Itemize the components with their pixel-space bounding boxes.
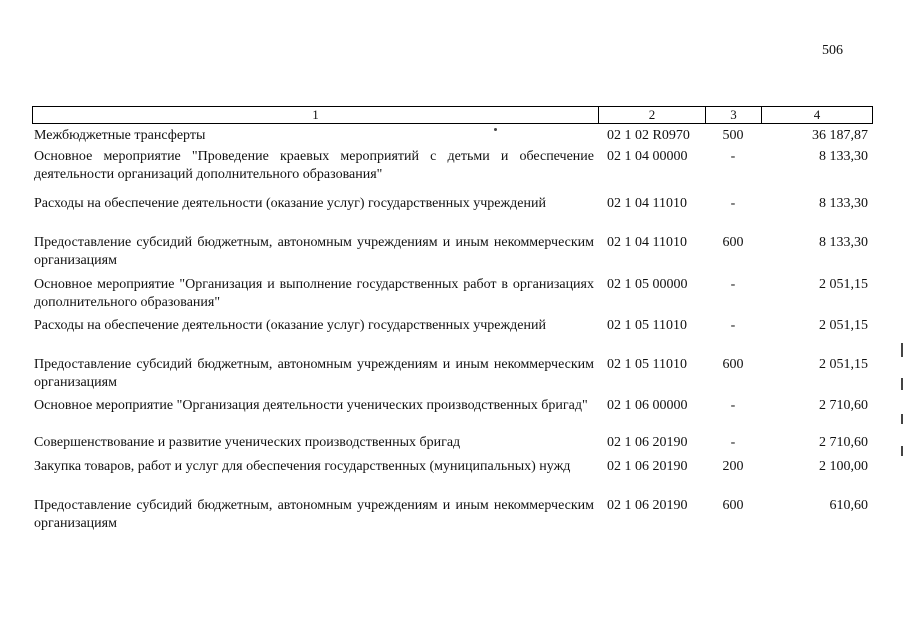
- row-amount: 2 710,60: [819, 435, 868, 450]
- row-code: 02 1 02 R0970: [607, 128, 690, 143]
- row-code: 02 1 05 00000: [607, 277, 688, 292]
- row-amount: 2 710,60: [819, 398, 868, 413]
- header-col-4: 4: [761, 106, 873, 124]
- row-vr: 500: [722, 128, 744, 143]
- row-code: 02 1 06 00000: [607, 398, 688, 413]
- row-vr: 600: [722, 357, 744, 372]
- header-col-1: 1: [32, 106, 599, 124]
- header-col-3: 3: [705, 106, 762, 124]
- row-name: Расходы на обеспечение деятельности (оказание услуг) государственных учреждений: [34, 196, 546, 211]
- row-amount: 2 051,15: [819, 357, 868, 372]
- row-code: 02 1 05 11010: [607, 357, 687, 372]
- row-name: Закупка товаров, работ и услуг для обеспечения государственных (муниципальных) нужд: [34, 459, 571, 474]
- row-amount: 8 133,30: [819, 235, 868, 250]
- row-code: 02 1 04 11010: [607, 196, 687, 211]
- scan-edge-mark: [901, 446, 903, 456]
- row-name: Предоставление субсидий бюджетным, автономным учреждениям и иным некоммерческим организациям: [34, 357, 594, 390]
- scan-edge-mark: [901, 414, 903, 424]
- row-code: 02 1 06 20190: [607, 435, 688, 450]
- row-code: 02 1 04 00000: [607, 149, 688, 164]
- row-vr: 600: [722, 235, 744, 250]
- row-name: Основное мероприятие "Организация деятельности ученических производственных бригад": [34, 398, 588, 413]
- row-name: Основное мероприятие "Проведение краевых мероприятий с детьми и обеспечение деятельности организаций дополнительного образования": [34, 149, 594, 182]
- page-number: 506: [822, 43, 843, 58]
- row-name: Расходы на обеспечение деятельности (оказание услуг) государственных учреждений: [34, 318, 546, 333]
- row-amount: 2 051,15: [819, 318, 868, 333]
- row-name: Предоставление субсидий бюджетным, автономным учреждениям и иным некоммерческим организациям: [34, 235, 594, 268]
- row-amount: 8 133,30: [819, 196, 868, 211]
- row-name: Основное мероприятие "Организация и выполнение государственных работ в организациях дополнительного образования": [34, 277, 594, 310]
- scan-edge-mark: [901, 378, 903, 390]
- row-vr: -: [730, 318, 736, 333]
- row-code: 02 1 06 20190: [607, 498, 688, 513]
- row-vr: -: [730, 277, 736, 292]
- row-vr: -: [730, 149, 736, 164]
- row-amount: 2 051,15: [819, 277, 868, 292]
- row-vr: -: [730, 196, 736, 211]
- row-vr: -: [730, 398, 736, 413]
- row-amount: 8 133,30: [819, 149, 868, 164]
- row-name: Предоставление субсидий бюджетным, автономным учреждениям и иным некоммерческим организациям: [34, 498, 594, 531]
- scan-edge-mark: [901, 343, 903, 357]
- row-vr: -: [730, 435, 736, 450]
- row-amount: 2 100,00: [819, 459, 868, 474]
- row-code: 02 1 05 11010: [607, 318, 687, 333]
- row-vr: 600: [722, 498, 744, 513]
- row-vr: 200: [722, 459, 744, 474]
- row-name: Межбюджетные трансферты: [34, 128, 206, 143]
- row-amount: 36 187,87: [812, 128, 868, 143]
- row-amount: 610,60: [829, 498, 868, 513]
- row-code: 02 1 04 11010: [607, 235, 687, 250]
- row-name: Совершенствование и развитие ученических производственных бригад: [34, 435, 461, 450]
- header-col-2: 2: [598, 106, 706, 124]
- scan-dot: [494, 128, 497, 131]
- row-code: 02 1 06 20190: [607, 459, 688, 474]
